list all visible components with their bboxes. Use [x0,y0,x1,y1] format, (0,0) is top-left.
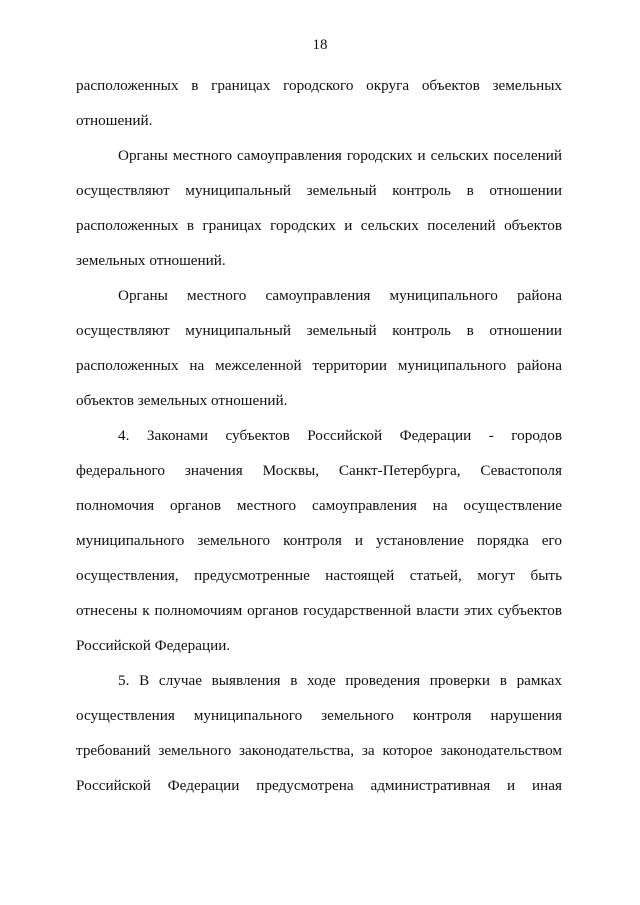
text-line: Российской Федерации. [76,637,231,654]
text-line: требований земельного законодательства, за которое законодательством [76,742,562,759]
paragraph-first-line: Органы местного самоуправления муниципального района [118,287,562,304]
paragraph-first-line: 5. В случае выявления в ходе проведения проверки в рамках [118,672,562,689]
text-line: осуществляют муниципальный земельный контроль в отношении [76,322,562,339]
text-line: осуществляют муниципальный земельный контроль в отношении [76,182,562,199]
text-line: осуществления, предусмотренные настоящей статьей, могут быть [76,567,562,584]
text-line: отнесены к полномочиям органов государственной власти этих субъектов [76,602,562,619]
text-line: осуществления муниципального земельного контроля нарушения [76,707,562,724]
paragraph-first-line: 4. Законами субъектов Российской Федерации - городов [118,427,562,444]
text-line: Российской Федерации предусмотрена административная и иная [76,777,562,794]
text-line: федерального значения Москвы, Санкт-Петербурга, Севастополя [76,462,562,479]
text-line: муниципального земельного контроля и установление порядка его [76,532,562,549]
text-line: земельных отношений. [76,252,226,269]
text-line: объектов земельных отношений. [76,392,288,409]
document-body [76,68,562,803]
text-line: расположенных в границах городского округа объектов земельных [76,77,562,94]
text-line: расположенных в границах городских и сельских поселений объектов [76,217,562,234]
text-line: полномочия органов местного самоуправления на осуществление [76,497,562,514]
text-line: отношений. [76,112,153,129]
page-number: 18 [312,37,328,53]
text-line: расположенных на межселенной территории муниципального района [76,357,562,374]
paragraph-first-line: Органы местного самоуправления городских и сельских поселений [118,147,562,164]
